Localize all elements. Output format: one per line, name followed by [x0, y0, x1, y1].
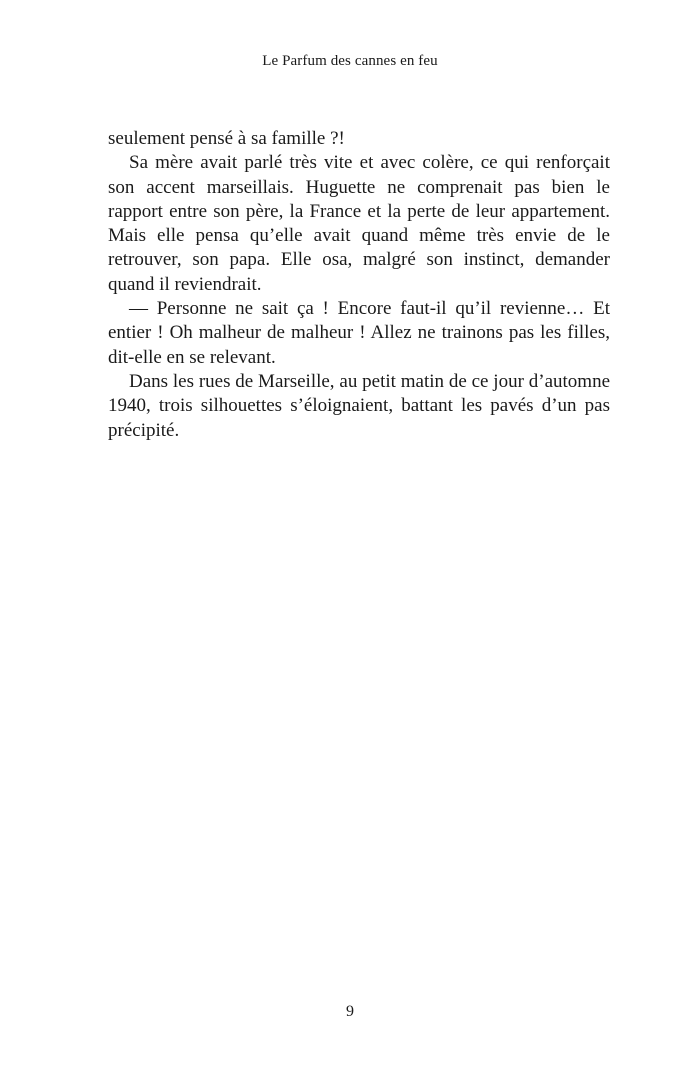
paragraph: Sa mère avait parlé très vite et avec colère, ce qui renforçait son accent marseillais. Huguette ne comprenait pas bien le rapport entre son père, la France et la perte de leur appartement. Mais elle pensa qu’elle avait quand même très envie de le retrouver, son papa. Elle osa, malgré son instinct, demander quand il reviendrait. — [108, 152, 610, 295]
page-number: 9 — [346, 1003, 354, 1020]
paragraph: seulement pensé à sa famille ?! — [108, 128, 345, 149]
paragraph: Dans les rues de Marseille, au petit matin de ce jour d’automne 1940, trois silhouettes s’éloignaient, battant les pavés d’un pas précipité. — [108, 370, 610, 441]
paragraph: — Personne ne sait ça ! Encore faut-il qu’il revienne… Et entier ! Oh malheur de malheur ! Allez ne trainons pas les filles, dit-elle en se relevant. — [108, 298, 610, 368]
body-text — [108, 127, 610, 443]
running-title: Le Parfum des cannes en feu — [262, 53, 438, 69]
